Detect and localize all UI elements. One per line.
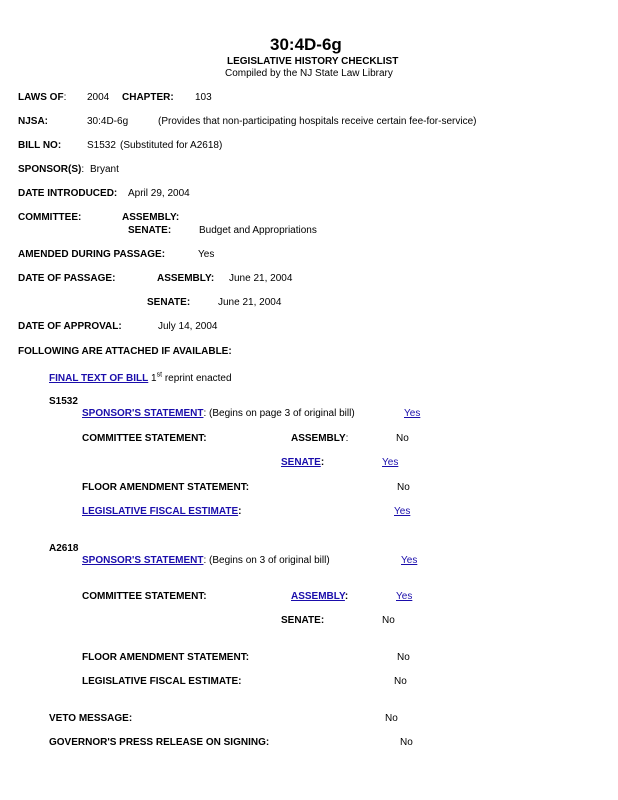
s1532-floor-value: No (397, 482, 410, 493)
s1532-sponsor-yes-link[interactable]: Yes (404, 408, 421, 419)
approval-label: DATE OF APPROVAL: (18, 321, 122, 332)
date-introduced-label: DATE INTRODUCED: (18, 188, 118, 199)
a2618-sponsor-row (82, 555, 330, 567)
njsa-label: NJSA: (18, 116, 49, 127)
a2618-assembly-link[interactable]: ASSEMBLY (291, 591, 345, 602)
s1532-committee-label: COMMITTEE STATEMENT: (82, 433, 207, 444)
veto-value: No (385, 713, 398, 724)
a2618-assembly-row (291, 591, 348, 603)
bill-no-value: S1532 (87, 140, 116, 151)
reprint-suffix: st (156, 371, 163, 379)
s1532-fiscal-row (82, 506, 241, 518)
date-introduced-value: April 29, 2004 (128, 188, 190, 199)
laws-of-row (18, 92, 66, 104)
sponsors-colon: : (81, 164, 85, 175)
amended-value: Yes (198, 249, 215, 260)
bill-no-label: BILL NO: (18, 140, 62, 151)
s1532-fiscal-yes-link[interactable]: Yes (394, 506, 411, 517)
s1532-senate-row (281, 457, 324, 469)
reprint-text: reprint enacted (164, 373, 232, 384)
s1532-sponsor-statement-link[interactable]: SPONSOR'S STATEMENT (82, 408, 204, 419)
s1532-assembly-label: ASSEMBLY (291, 433, 346, 444)
s1532-fiscal-colon: : (238, 506, 242, 517)
attached-heading: FOLLOWING ARE ATTACHED IF AVAILABLE: (18, 346, 232, 357)
laws-of-label: LAWS OF (18, 92, 64, 103)
committee-senate-value: Budget and Appropriations (199, 225, 317, 236)
s1532-assembly-value: No (396, 433, 409, 444)
committee-senate-label: SENATE: (128, 225, 172, 236)
a2618-sponsor-statement-link[interactable]: SPONSOR'S STATEMENT (82, 555, 204, 566)
s1532-sponsor-row (82, 408, 355, 420)
laws-of-year: 2004 (87, 92, 110, 103)
reprint-number: 1 (151, 373, 157, 384)
njsa-value: 30:4D-6g (87, 116, 129, 127)
s1532-senate-colon: : (320, 457, 325, 468)
a2618-committee-label: COMMITTEE STATEMENT: (82, 591, 207, 602)
passage-senate-value: June 21, 2004 (218, 297, 282, 308)
amended-label: AMENDED DURING PASSAGE: (18, 249, 166, 260)
passage-label: DATE OF PASSAGE: (18, 273, 116, 284)
a2618-fiscal-label: LEGISLATIVE FISCAL ESTIMATE: (82, 676, 242, 687)
press-release-value: No (400, 737, 413, 748)
sponsors-row (18, 164, 84, 176)
committee-label: COMMITTEE: (18, 212, 82, 223)
final-text-link[interactable]: FINAL TEXT OF BILL (49, 373, 149, 384)
approval-value: July 14, 2004 (158, 321, 218, 332)
s1532-senate-link[interactable]: SENATE (281, 457, 321, 468)
passage-assembly-value: June 21, 2004 (229, 273, 293, 284)
laws-of-colon: : (63, 92, 67, 103)
a2618-label: A2618 (49, 543, 79, 554)
njsa-description: (Provides that non-participating hospitals receive certain fee-for-service) (158, 116, 477, 127)
s1532-fiscal-link[interactable]: LEGISLATIVE FISCAL ESTIMATE (82, 506, 239, 517)
bill-no-note: (Substituted for A2618) (120, 140, 223, 151)
final-text-row (49, 373, 232, 385)
s1532-label: S1532 (49, 396, 78, 407)
s1532-floor-label: FLOOR AMENDMENT STATEMENT: (82, 482, 250, 493)
a2618-sponsor-note: : (Begins on 3 of original bill) (203, 555, 330, 566)
page-title: 30:4D-6g (270, 35, 342, 54)
s1532-sponsor-note: : (Begins on page 3 of original bill) (203, 408, 355, 419)
a2618-floor-value: No (397, 652, 410, 663)
committee-assembly-label: ASSEMBLY: (122, 212, 180, 223)
compiled-by: Compiled by the NJ State Law Library (225, 68, 393, 79)
a2618-assembly-colon: : (344, 591, 349, 602)
passage-assembly-label: ASSEMBLY: (157, 273, 215, 284)
a2618-senate-value: No (382, 615, 395, 626)
a2618-floor-label: FLOOR AMENDMENT STATEMENT: (82, 652, 250, 663)
veto-label: VETO MESSAGE: (49, 713, 133, 724)
passage-senate-label: SENATE: (147, 297, 191, 308)
a2618-fiscal-value: No (394, 676, 407, 687)
press-release-label: GOVERNOR'S PRESS RELEASE ON SIGNING: (49, 737, 270, 748)
a2618-assembly-yes-link[interactable]: Yes (396, 591, 413, 602)
a2618-sponsor-yes-link[interactable]: Yes (401, 555, 418, 566)
a2618-senate-label: SENATE: (281, 615, 325, 626)
s1532-assembly-colon: : (345, 433, 349, 444)
chapter-label: CHAPTER: (122, 92, 174, 103)
sponsors-value: Bryant (90, 164, 119, 175)
sponsors-label: SPONSOR(S) (18, 164, 82, 175)
s1532-assembly-row (291, 433, 348, 445)
chapter-value: 103 (195, 92, 212, 103)
s1532-senate-yes-link[interactable]: Yes (382, 457, 399, 468)
checklist-subtitle: LEGISLATIVE HISTORY CHECKLIST (227, 56, 399, 67)
